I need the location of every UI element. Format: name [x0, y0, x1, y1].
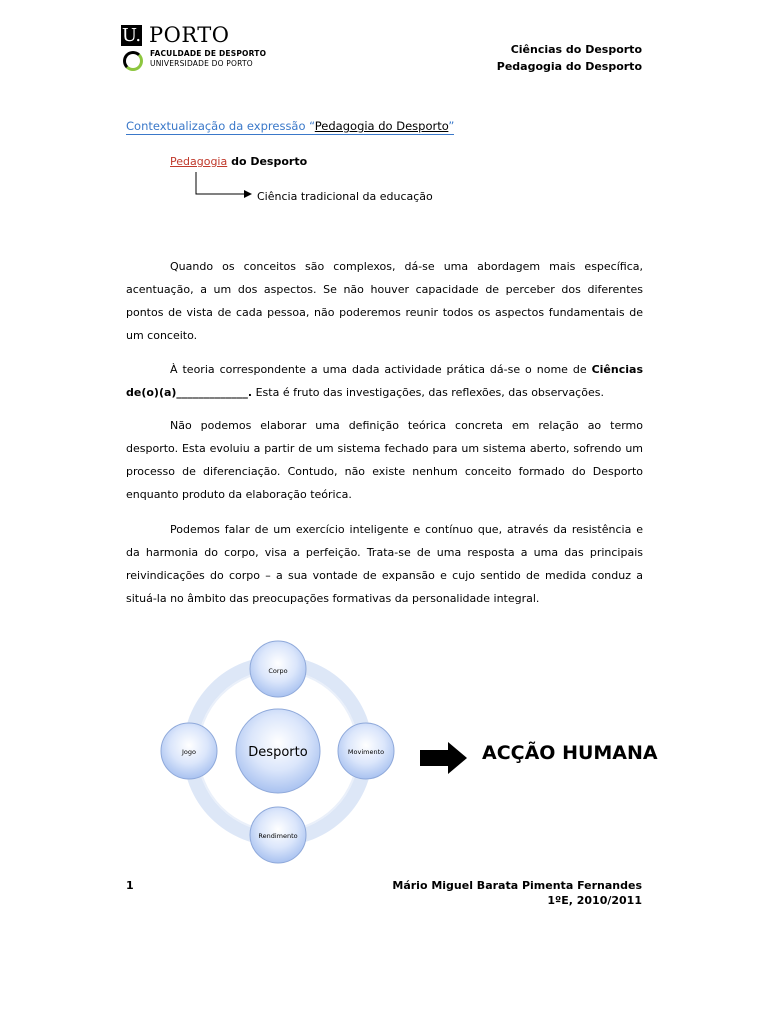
section-title-emph: Pedagogia do Desporto: [314, 119, 449, 133]
result-label: ACÇÃO HUMANA: [482, 742, 658, 764]
diagram-node-top: [250, 641, 306, 697]
right-arrow-icon: [420, 741, 470, 775]
diagram-node-left: [161, 723, 217, 779]
paragraph-2-a: À teoria correspondente a uma dada actividade prática dá-se o nome de: [170, 363, 592, 376]
diagram-node-bottom: [250, 807, 306, 863]
paragraph-2: [126, 358, 643, 404]
diagram-left-label: Jogo: [182, 748, 196, 756]
header-course: Ciências do Desporto: [510, 43, 642, 56]
footer-author: Mário Miguel Barata Pimenta Fernandes: [392, 879, 642, 892]
desporto-diagram: [150, 635, 410, 875]
diagram-top-label: Corpo: [268, 667, 288, 675]
paragraph-4: Podemos falar de um exercício inteligente e contínuo que, através da resistência e da harmonia do corpo, visa a perfeição. Trata-se de uma resposta a uma das principais reivindicações do corpo – a sua vontade de expansão e cujo sentido de medida conduz a situá-la no âmbito das preocupações formativas da personalidade integral.: [126, 523, 643, 605]
paragraph-3: Não podemos elaborar uma definição teórica concreta em relação ao termo desporto. Esta evoluiu a partir de um sistema fechado para um sistema aberto, sofrendo um processo de diferenciação. Contudo, não existe nenhum conceito formado do Desporto enquanto produto da elaboração teórica.: [126, 419, 643, 501]
diagram-node-right: [338, 723, 394, 779]
diagram-right-label: Movimento: [347, 748, 385, 756]
diagram-bottom-label: Rendimento: [258, 832, 298, 840]
scheme-arrow-icon: [190, 170, 260, 202]
scheme-definition: Ciência tradicional da educação: [257, 190, 433, 203]
footer-year: 1ºE, 2010/2011: [547, 894, 642, 907]
logo-porto-text: PORTO: [149, 23, 230, 47]
scheme-term: [170, 155, 307, 168]
logo-u-mark: U.: [121, 25, 142, 46]
logo-ring-icon: [123, 51, 143, 71]
section-title-prefix: Contextualização da expressão “: [126, 119, 315, 133]
page-number: 1: [126, 879, 134, 892]
section-title-suffix: ”: [448, 119, 455, 133]
logo-university: UNIVERSIDADE DO PORTO: [150, 59, 253, 68]
diagram-node-center: [236, 709, 320, 793]
scheme-do-desporto: do Desporto: [227, 155, 308, 168]
scheme-pedagogia: Pedagogia: [170, 155, 228, 168]
header-subject: Pedagogia do Desporto: [496, 60, 642, 73]
paragraph-2-c: Esta é fruto das investigações, das reflexões, das observações.: [252, 386, 604, 399]
logo-faculty: FACULDADE DE DESPORTO: [150, 49, 267, 58]
paragraph-2-blank: Ciências de(o)(a)_____________.: [126, 363, 643, 399]
section-title: [126, 119, 454, 135]
paragraph-1: Quando os conceitos são complexos, dá-se uma abordagem mais específica, acentuação, a um dos aspectos. Se não houver capacidade de perceber dos diferentes pontos de vista de cada pessoa, não poderemos reunir todos os aspectos fundamentais de um conceito.: [126, 260, 643, 342]
diagram-center-label: Desporto: [248, 745, 308, 760]
